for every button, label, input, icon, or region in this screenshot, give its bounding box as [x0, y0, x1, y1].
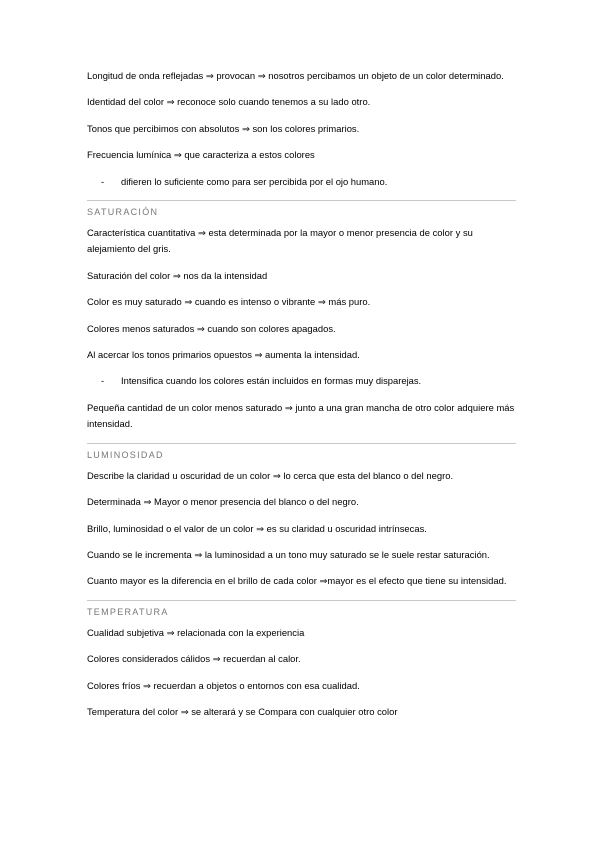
paragraph: Al acercar los tonos primarios opuestos ⇒ aumenta la intensidad. [87, 349, 360, 361]
paragraph: Pequeña cantidad de un color menos saturado ⇒ junto a una gran mancha de otro color adquiere más intensidad. [87, 401, 515, 430]
paragraph: Temperatura del color ⇒ se alterará y se Compara con cualquier otro color [87, 705, 398, 717]
section-temperatura [87, 600, 516, 619]
bullet-dash: - [101, 175, 105, 187]
section-saturacion [87, 200, 516, 219]
bullet-text: difieren lo suficiente como para ser percibida por el ojo humano. [121, 175, 388, 187]
paragraph: Determinada ⇒ Mayor o menor presencia del blanco o del negro. [87, 496, 359, 508]
paragraph: Describe la claridad u oscuridad de un color ⇒ lo cerca que esta del blanco o del negro. [87, 469, 454, 481]
paragraph: Tonos que percibimos con absolutos ⇒ son los colores primarios. [87, 122, 360, 134]
paragraph: Cualidad subjetiva ⇒ relacionada con la experiencia [87, 626, 305, 638]
paragraph: Característica cuantitativa ⇒ esta determinada por la mayor o menor presencia de color y su alejamiento del gris. [87, 227, 473, 255]
bullet-item [87, 174, 516, 190]
bullet-item [87, 373, 516, 389]
paragraph: Saturación del color ⇒ nos da la intensidad [87, 269, 268, 281]
section-luminosidad [87, 443, 516, 462]
paragraph: Longitud de onda reflejadas ⇒ provocan ⇒ nosotros percibamos un objeto de un color determinado. [87, 70, 504, 81]
bullet-dash: - [101, 375, 105, 387]
section-heading: SATURACIÓN [87, 207, 159, 218]
paragraph: Identidad del color ⇒ reconoce solo cuando tenemos a su lado otro. [87, 96, 371, 108]
paragraph: Colores considerados cálidos ⇒ recuerdan al calor. [87, 653, 301, 665]
paragraph: Color es muy saturado ⇒ cuando es intenso o vibrante ⇒ más puro. [87, 296, 371, 308]
paragraph: Colores fríos ⇒ recuerdan a objetos o entornos con esa cualidad. [87, 679, 360, 691]
paragraph: Colores menos saturados ⇒ cuando son colores apagados. [87, 322, 336, 334]
bullet-text: Intensifica cuando los colores están incluidos en formas muy disparejas. [121, 375, 422, 387]
document-page [87, 68, 516, 730]
paragraph: Cuanto mayor es la diferencia en el brillo de cada color ⇒mayor es el efecto que tiene su intensidad. [87, 575, 507, 587]
paragraph: Frecuencia lumínica ⇒ que caracteriza a estos colores [87, 149, 315, 161]
paragraph: Cuando se le incrementa ⇒ la luminosidad a un tono muy saturado se le suele restar saturación. [87, 548, 490, 560]
section-heading: LUMINOSIDAD [87, 449, 164, 460]
section-heading: TEMPERATURA [87, 606, 169, 617]
paragraph: Brillo, luminosidad o el valor de un color ⇒ es su claridad u oscuridad intrínsecas. [87, 522, 427, 534]
